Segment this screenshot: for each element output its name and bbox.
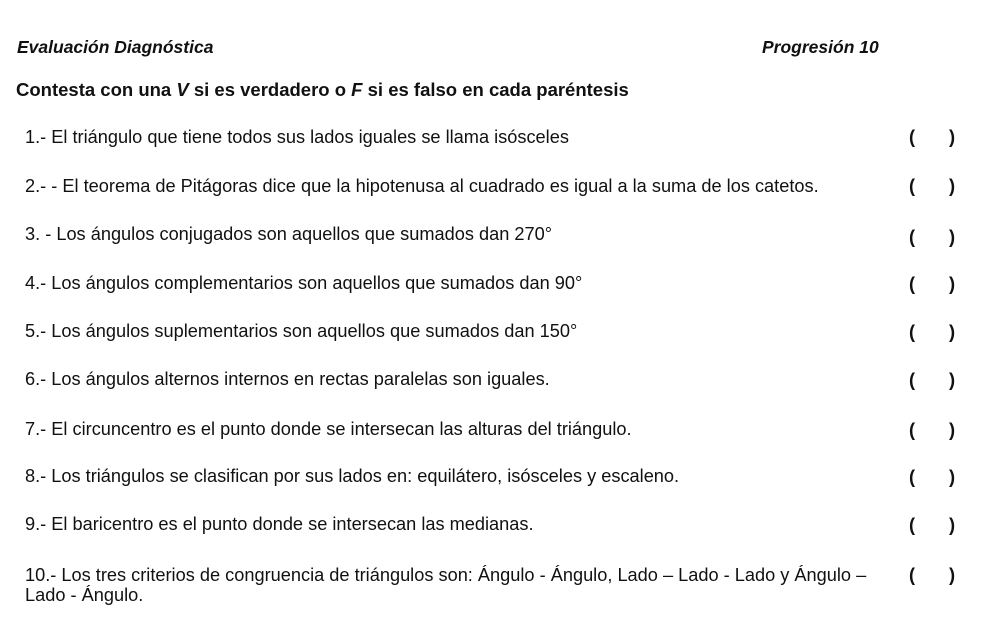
open-paren: (	[909, 515, 916, 535]
document-title: Evaluación Diagnóstica	[17, 37, 214, 57]
open-paren: (	[909, 565, 916, 585]
instructions-part-1: Contesta con una	[16, 79, 177, 100]
open-paren: (	[909, 176, 916, 196]
close-paren: )	[948, 227, 955, 247]
progression-label: Progresión 10	[762, 37, 879, 57]
answer-blank-1[interactable]	[909, 127, 955, 147]
question-10-text: 10.- Los tres criterios de congruencia de triángulos son: Ángulo - Ángulo, Lado – Lado - Lado y Ángulo – Lado - Ángulo.	[25, 565, 867, 605]
open-paren: (	[909, 370, 916, 390]
close-paren: )	[948, 322, 955, 342]
answer-blank-4[interactable]	[909, 274, 955, 294]
answer-blank-7[interactable]	[909, 420, 955, 440]
close-paren: )	[948, 370, 955, 390]
open-paren: (	[909, 322, 916, 342]
open-paren: (	[909, 274, 916, 294]
close-paren: )	[948, 565, 955, 585]
question-5-text: 5.- Los ángulos suplementarios son aquellos que sumados dan 150°	[25, 321, 578, 341]
question-3-text: 3. - Los ángulos conjugados son aquellos que sumados dan 270°	[25, 224, 553, 244]
close-paren: )	[948, 176, 955, 196]
instructions	[16, 79, 629, 101]
answer-blank-2[interactable]	[909, 176, 955, 196]
answer-blank-9[interactable]	[909, 515, 955, 535]
answer-blank-10[interactable]	[909, 565, 955, 585]
open-paren: (	[909, 227, 916, 247]
question-4-text: 4.- Los ángulos complementarios son aquellos que sumados dan 90°	[25, 273, 583, 293]
close-paren: )	[948, 515, 955, 535]
question-6-text: 6.- Los ángulos alternos internos en rectas paralelas son iguales.	[25, 369, 550, 389]
answer-blank-5[interactable]	[909, 322, 955, 342]
instructions-part-3: si es falso en cada paréntesis	[362, 79, 629, 100]
close-paren: )	[948, 420, 955, 440]
question-9-text: 9.- El baricentro es el punto donde se intersecan las medianas.	[25, 514, 534, 534]
question-2-text: 2.- - El teorema de Pitágoras dice que la hipotenusa al cuadrado es igual a la suma de los catetos.	[25, 176, 819, 196]
question-7-text: 7.- El circuncentro es el punto donde se intersecan las alturas del triángulo.	[25, 419, 632, 439]
question-8-text: 8.- Los triángulos se clasifican por sus lados en: equilátero, isósceles y escaleno.	[25, 466, 680, 486]
answer-blank-6[interactable]	[909, 370, 955, 390]
question-1-text: 1.- El triángulo que tiene todos sus lados iguales se llama isósceles	[25, 127, 569, 147]
false-letter: F	[351, 79, 363, 100]
close-paren: )	[948, 467, 955, 487]
open-paren: (	[909, 467, 916, 487]
true-letter: V	[176, 79, 189, 100]
close-paren: )	[948, 127, 955, 147]
open-paren: (	[909, 127, 916, 147]
close-paren: )	[948, 274, 955, 294]
answer-blank-3[interactable]	[909, 227, 955, 247]
instructions-part-2: si es verdadero o	[188, 79, 352, 100]
answer-blank-8[interactable]	[909, 467, 955, 487]
open-paren: (	[909, 420, 916, 440]
